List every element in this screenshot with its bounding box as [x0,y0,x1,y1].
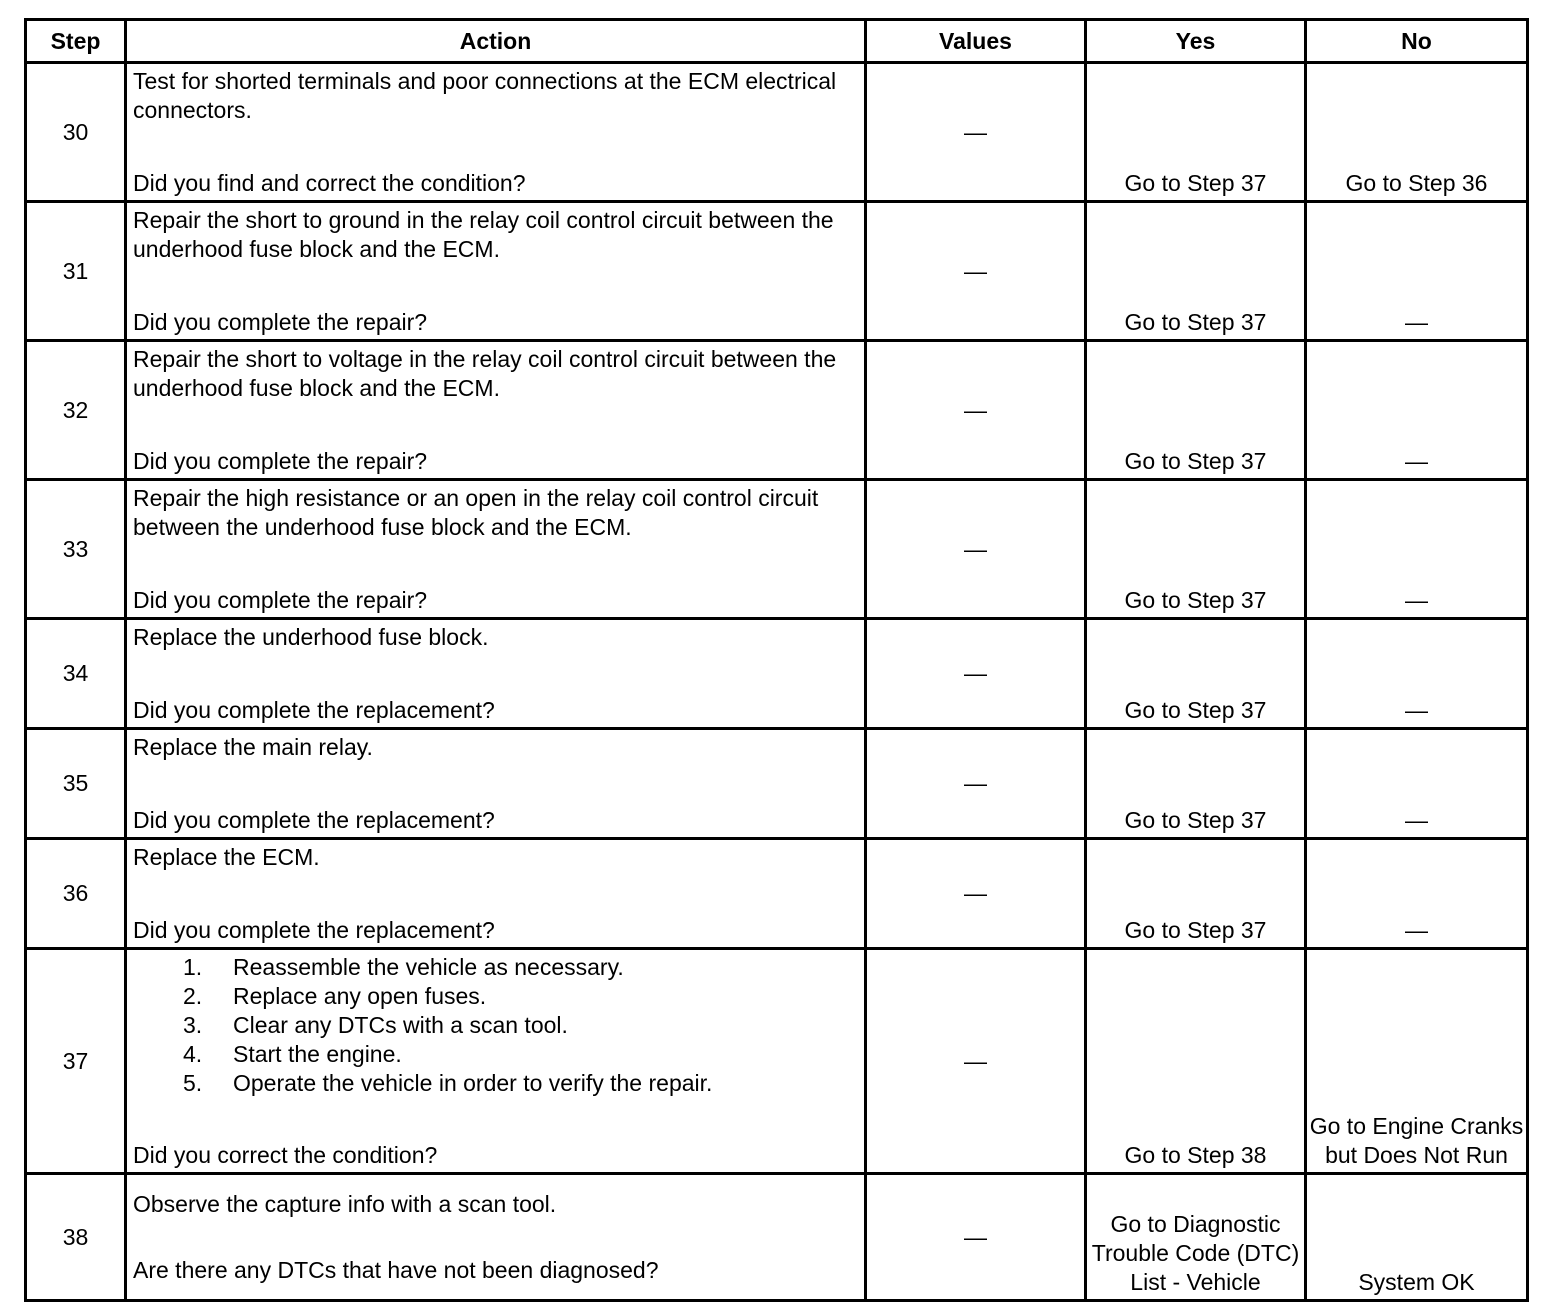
list-text: Start the engine. [233,1041,402,1067]
action-question: Did you correct the condition? [133,1142,438,1168]
step-number: 30 [26,63,126,202]
step-number: 37 [26,949,126,1174]
no-cell: Go to Step 36 [1306,63,1528,202]
action-question: Did you find and correct the condition? [133,170,526,196]
no-cell: — [1306,480,1528,619]
table-row [26,839,1528,949]
action-text: Replace the main relay. [133,734,373,760]
action-cell [126,619,866,729]
action-question: Did you complete the replacement? [133,917,495,943]
table-row [26,63,1528,202]
step-number: 33 [26,480,126,619]
list-number: 5. [183,1070,203,1096]
step-number: 34 [26,619,126,729]
yes-cell: Go to Step 37 [1086,63,1306,202]
no-cell: — [1306,619,1528,729]
no-cell: — [1306,729,1528,839]
no-cell: — [1306,341,1528,480]
values-cell: — [866,341,1086,480]
list-item [133,982,860,1011]
list-text: Reassemble the vehicle as necessary. [233,954,624,980]
table-row [26,341,1528,480]
table-row [26,619,1528,729]
action-cell [126,341,866,480]
values-cell: — [866,202,1086,341]
no-cell: — [1306,839,1528,949]
step-number: 35 [26,729,126,839]
action-text: Replace the underhood fuse block. [133,624,489,650]
header-values: Values [866,20,1086,63]
values-cell: — [866,949,1086,1174]
table-row [26,729,1528,839]
yes-cell: Go to Step 37 [1086,839,1306,949]
diagnostic-table [24,18,1529,1302]
action-text: Observe the capture info with a scan tool. [133,1191,557,1217]
action-text: Repair the short to ground in the relay coil control circuit between the underhood fuse block and the ECM. [133,207,834,262]
action-question: Did you complete the repair? [133,587,428,613]
table-row [26,1174,1528,1301]
header-step: Step [26,20,126,63]
step-number: 36 [26,839,126,949]
header-action: Action [126,20,866,63]
action-question: Are there any DTCs that have not been diagnosed? [133,1257,659,1283]
action-text: Replace the ECM. [133,844,320,870]
yes-cell: Go to Step 37 [1086,202,1306,341]
list-number: 1. [183,954,203,980]
action-text: Test for shorted terminals and poor connections at the ECM electrical connectors. [133,68,837,123]
action-question: Did you complete the repair? [133,448,428,474]
action-text: Repair the high resistance or an open in the relay coil control circuit between the underhood fuse block and the ECM. [133,485,819,540]
action-cell [126,63,866,202]
yes-cell: Go to Step 37 [1086,729,1306,839]
values-cell: — [866,839,1086,949]
no-cell: System OK [1306,1174,1528,1301]
values-cell: — [866,480,1086,619]
action-question: Did you complete the replacement? [133,697,495,723]
table-row [26,202,1528,341]
yes-cell: Go to Diagnostic Trouble Code (DTC) List - Vehicle [1086,1174,1306,1301]
list-text: Operate the vehicle in order to verify the repair. [233,1070,713,1096]
values-cell: — [866,63,1086,202]
list-number: 2. [183,983,203,1009]
table-row [26,949,1528,1174]
yes-cell: Go to Step 37 [1086,480,1306,619]
action-question: Did you complete the replacement? [133,807,495,833]
list-item [133,1069,860,1098]
list-text: Replace any open fuses. [233,983,487,1009]
values-cell: — [866,729,1086,839]
list-text: Clear any DTCs with a scan tool. [233,1012,568,1038]
action-cell [126,949,866,1174]
step-number: 38 [26,1174,126,1301]
table-row [26,480,1528,619]
numbered-list [133,953,860,1098]
header-row [26,20,1528,63]
action-cell [126,480,866,619]
action-cell [126,1174,866,1301]
values-cell: — [866,619,1086,729]
no-cell: — [1306,202,1528,341]
yes-cell: Go to Step 38 [1086,949,1306,1174]
action-cell [126,839,866,949]
action-cell [126,202,866,341]
values-cell: — [866,1174,1086,1301]
yes-cell: Go to Step 37 [1086,619,1306,729]
list-item [133,953,860,982]
action-question: Did you complete the repair? [133,309,428,335]
list-item [133,1011,860,1040]
list-item [133,1040,860,1069]
header-no: No [1306,20,1528,63]
list-number: 4. [183,1041,203,1067]
step-number: 32 [26,341,126,480]
yes-cell: Go to Step 37 [1086,341,1306,480]
step-number: 31 [26,202,126,341]
header-yes: Yes [1086,20,1306,63]
list-number: 3. [183,1012,203,1038]
action-text: Repair the short to voltage in the relay coil control circuit between the underhood fuse block and the ECM. [133,346,837,401]
no-cell: Go to Engine Cranks but Does Not Run [1306,949,1528,1174]
action-cell [126,729,866,839]
